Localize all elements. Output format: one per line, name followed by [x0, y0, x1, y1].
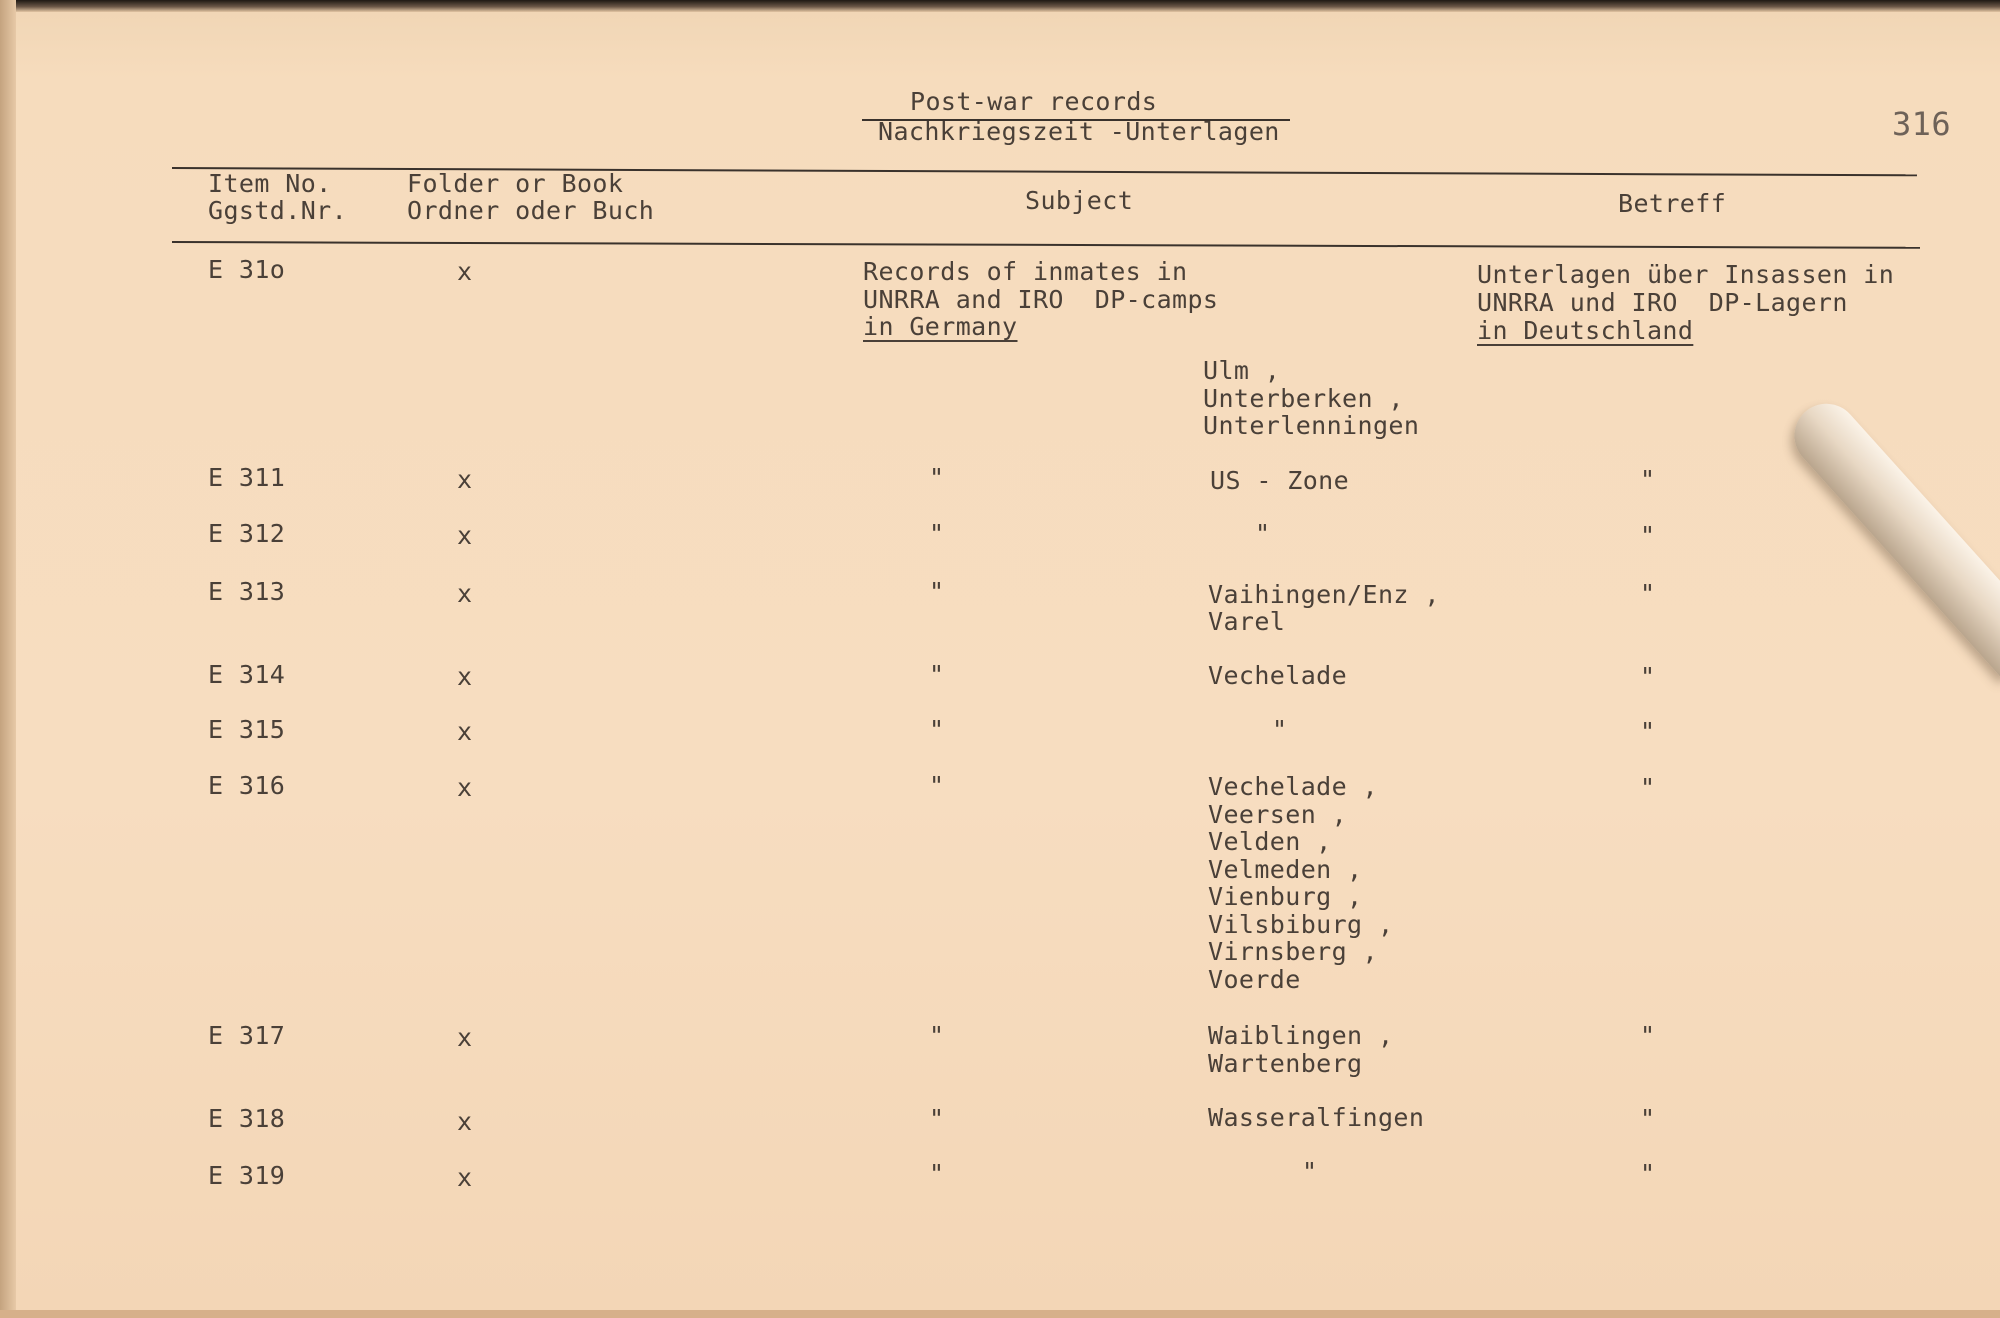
betreff-line-1: Unterlagen über Insassen in [1477, 260, 1895, 289]
row-7-folder: x [457, 1023, 473, 1052]
row-3-ditto: " [929, 577, 945, 606]
row-9-ditto: " [929, 1159, 945, 1188]
row-2-place-1: " [1255, 519, 1271, 548]
column-item-en: Item No. [208, 169, 332, 198]
row-4-ditto: " [929, 660, 945, 689]
row-0-item: E 31o [208, 255, 286, 284]
column-betreff: Betreff [1618, 189, 1727, 218]
title-english: Post-war records [910, 87, 1158, 116]
row-3-item: E 313 [208, 577, 286, 606]
row-6-place-1: Vechelade , [1208, 772, 1378, 801]
row-5-place-1: " [1272, 715, 1288, 744]
row-8-betreff: " [1640, 1104, 1656, 1133]
subject-line-2: UNRRA and IRO DP-camps [863, 285, 1219, 314]
row-1-place-1: US - Zone [1210, 466, 1350, 495]
row-7-item: E 317 [208, 1021, 286, 1050]
subject-line-3: in Germany [863, 312, 1018, 341]
column-subject: Subject [1025, 186, 1134, 215]
row-4-place-1: Vechelade [1208, 661, 1348, 690]
row-2-item: E 312 [208, 519, 286, 548]
betreff-line-3: in Deutschland [1477, 316, 1694, 345]
row-3-place-2: Varel [1208, 607, 1286, 636]
row-7-place-1: Waiblingen , [1208, 1021, 1394, 1050]
row-1-ditto: " [929, 463, 945, 492]
row-1-item: E 311 [208, 463, 286, 492]
row-0-folder: x [457, 257, 473, 286]
page-left-edge [0, 0, 16, 1318]
row-9-betreff: " [1640, 1159, 1656, 1188]
subject-line-1: Records of inmates in [863, 257, 1188, 286]
row-6-ditto: " [929, 771, 945, 800]
row-6-place-3: Velden , [1208, 827, 1332, 856]
page-top-edge [0, 0, 2000, 12]
row-8-place-1: Wasseralfingen [1208, 1103, 1425, 1132]
row-9-folder: x [457, 1163, 473, 1192]
row-7-betreff: " [1640, 1021, 1656, 1050]
row-8-item: E 318 [208, 1104, 286, 1133]
row-3-betreff: " [1640, 579, 1656, 608]
row-6-place-5: Vienburg , [1208, 882, 1363, 911]
row-2-folder: x [457, 521, 473, 550]
row-6-place-6: Vilsbiburg , [1208, 910, 1394, 939]
row-0-place-2: Unterberken , [1203, 384, 1404, 413]
row-6-betreff: " [1640, 773, 1656, 802]
row-4-betreff: " [1640, 662, 1656, 691]
row-2-betreff: " [1640, 521, 1656, 550]
row-5-ditto: " [929, 715, 945, 744]
tweezers-tip [1781, 391, 2000, 679]
row-5-folder: x [457, 717, 473, 746]
row-6-place-4: Velmeden , [1208, 855, 1363, 884]
row-5-item: E 315 [208, 715, 286, 744]
row-8-folder: x [457, 1107, 473, 1136]
betreff-line-2: UNRRA und IRO DP-Lagern [1477, 288, 1848, 317]
row-3-place-1: Vaihingen/Enz , [1208, 580, 1440, 609]
column-item-de: Ggstd.Nr. [208, 196, 348, 225]
row-0-place-3: Unterlenningen [1203, 411, 1420, 440]
row-1-betreff: " [1640, 465, 1656, 494]
row-4-item: E 314 [208, 660, 286, 689]
page-number: 316 [1892, 105, 1951, 143]
row-9-item: E 319 [208, 1161, 286, 1190]
row-6-place-8: Voerde [1208, 965, 1301, 994]
row-9-place-1: " [1302, 1157, 1318, 1186]
row-8-ditto: " [929, 1104, 945, 1133]
column-folder-de: Ordner oder Buch [407, 196, 655, 225]
row-3-folder: x [457, 579, 473, 608]
row-4-folder: x [457, 662, 473, 691]
title-german: Nachkriegszeit -Unterlagen [878, 117, 1280, 146]
row-6-place-7: Virnsberg , [1208, 937, 1378, 966]
row-0-place-1: Ulm , [1203, 356, 1281, 385]
row-5-betreff: " [1640, 717, 1656, 746]
header-rule-bottom [172, 241, 1920, 249]
row-7-ditto: " [929, 1021, 945, 1050]
column-folder-en: Folder or Book [407, 169, 624, 198]
row-6-folder: x [457, 773, 473, 802]
page-bottom-edge [0, 1310, 2000, 1318]
row-1-folder: x [457, 465, 473, 494]
row-2-ditto: " [929, 519, 945, 548]
row-6-item: E 316 [208, 771, 286, 800]
row-7-place-2: Wartenberg [1208, 1049, 1363, 1078]
row-6-place-2: Veersen , [1208, 800, 1348, 829]
